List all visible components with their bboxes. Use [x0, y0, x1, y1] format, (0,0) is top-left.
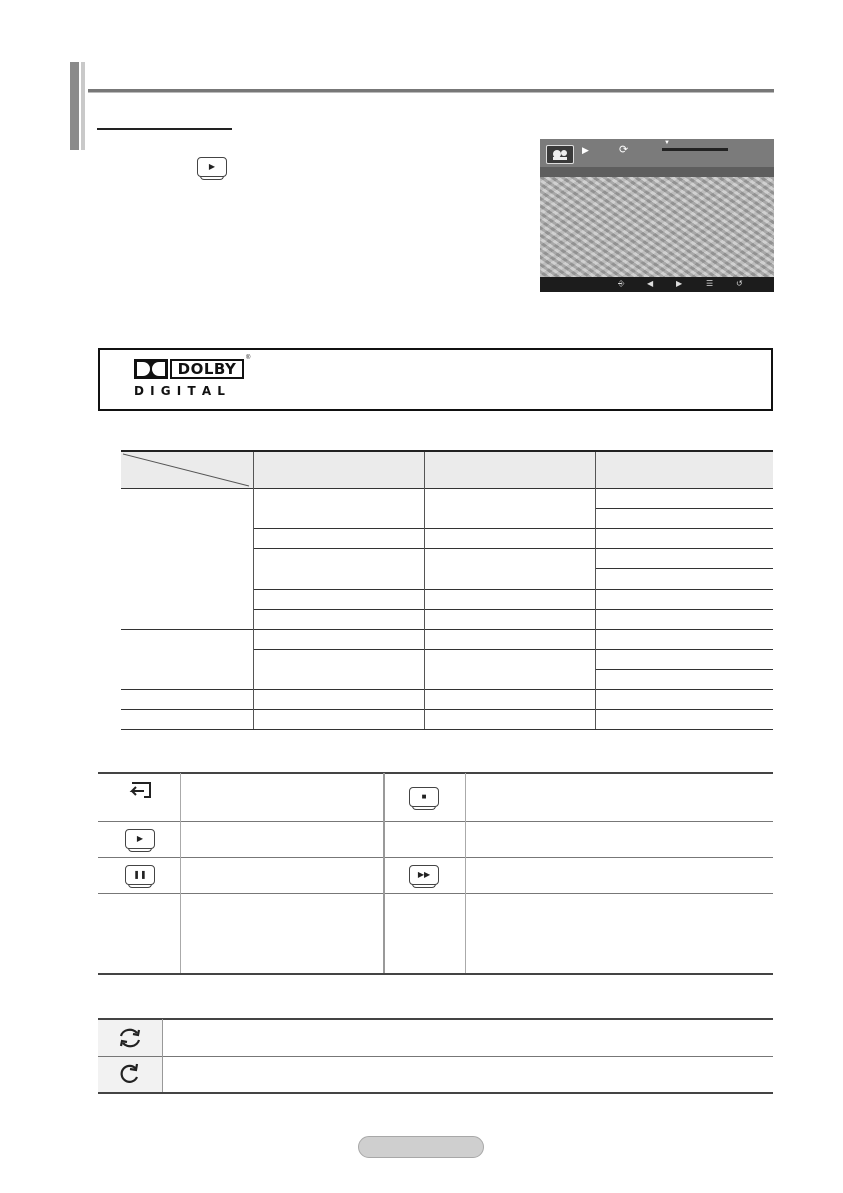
- subheading-underline: [97, 128, 232, 130]
- movie-icon: [546, 145, 574, 164]
- screen-bottom-bar: [540, 277, 774, 292]
- screen-info-bar: [540, 167, 774, 177]
- section-side-tab-shadow: [81, 62, 85, 150]
- dolby-digital-text: D I G I T A L: [134, 384, 226, 398]
- heading-rule-shadow: [88, 92, 774, 93]
- table-col-divider: [595, 452, 596, 729]
- repeat-all-icon: [117, 1026, 143, 1050]
- table-row-line: [595, 508, 773, 509]
- table-row-line: [253, 528, 773, 529]
- dolby-double-d-icon: [134, 359, 168, 387]
- table-col-divider: [253, 452, 254, 729]
- repeat-table-top: [98, 1018, 773, 1020]
- play-button-icon: ▶: [125, 829, 155, 849]
- table-top-border: [121, 450, 773, 452]
- buttons-table-row-line: [98, 857, 773, 858]
- table-row-line: [121, 709, 773, 710]
- progress-bar: [662, 148, 728, 151]
- buttons-table-row-line: [98, 893, 773, 894]
- fast-forward-button-icon: ▶▶: [409, 865, 439, 885]
- photo-pattern: [540, 177, 774, 277]
- play-button-icon: ▶: [197, 157, 227, 177]
- table-row-line: [595, 568, 773, 569]
- repeat-table-row-line: [98, 1056, 773, 1057]
- table-row-line: [121, 488, 773, 489]
- table-row-line: [121, 689, 773, 690]
- dolby-wordmark: [170, 359, 244, 379]
- right-arrow-icon: ▶: [676, 279, 683, 288]
- table-row-line: [253, 649, 773, 650]
- left-arrow-icon: ◀: [647, 279, 654, 288]
- section-side-tab: [70, 62, 79, 150]
- repeat-col-divider: [162, 1019, 163, 1092]
- table-row-line: [253, 609, 773, 610]
- repeat-status-icon: ⟳: [619, 144, 629, 156]
- table-row-line: [253, 589, 773, 590]
- table-row-line: [121, 629, 773, 630]
- repeat-one-icon: [118, 1061, 142, 1085]
- repeat-table-bottom: [98, 1092, 773, 1094]
- table-corner-diagonal: [121, 452, 253, 488]
- buttons-col-divider: [383, 773, 385, 973]
- registered-mark: ®: [246, 355, 251, 361]
- stop-button-icon: ■: [409, 787, 439, 807]
- dolby-notice-box: [98, 348, 773, 411]
- tools-icon: ☰: [706, 279, 714, 288]
- screen-preview: [540, 139, 774, 292]
- pause-button-icon: ❚❚: [125, 865, 155, 885]
- progress-marker-icon: ▼: [664, 140, 670, 146]
- table-bottom-border: [121, 729, 773, 730]
- screen-top-bar: [540, 139, 774, 167]
- buttons-col-divider: [180, 773, 181, 973]
- page-number-pill: [358, 1136, 484, 1158]
- table-row-line: [595, 669, 773, 670]
- enter-icon: [126, 781, 154, 803]
- return-icon: ↺: [736, 279, 743, 288]
- enter-key-icon: ⎆: [618, 279, 625, 288]
- buttons-col-divider: [465, 773, 466, 973]
- dolby-logo-text: DOLBY: [177, 360, 237, 378]
- buttons-table-top: [98, 772, 773, 774]
- table-col-divider: [424, 452, 425, 729]
- play-status-icon: ▶: [582, 145, 589, 155]
- buttons-table-row-line: [98, 821, 773, 822]
- buttons-table-bottom: [98, 973, 773, 975]
- table-row-line: [253, 548, 773, 549]
